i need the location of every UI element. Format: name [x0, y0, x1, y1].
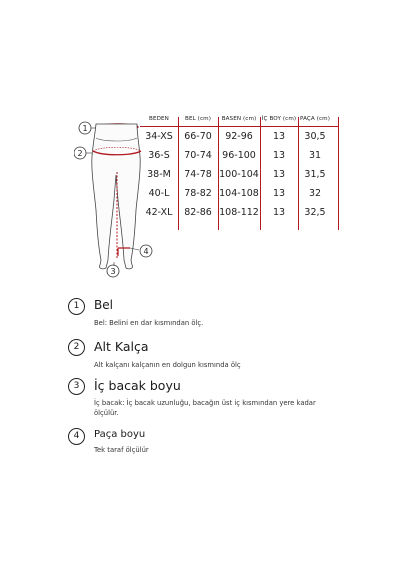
table-cell: 108-112 — [219, 207, 259, 218]
legend-title: Paça boyu — [94, 429, 146, 440]
table-cell: 78-82 — [184, 188, 212, 199]
table-row — [140, 146, 340, 165]
marker-3-label: 3 — [110, 267, 116, 276]
table-header-row — [140, 113, 340, 127]
table-cell: 30,5 — [304, 131, 326, 142]
marker-2-label: 2 — [77, 149, 83, 158]
table-cell: 82-86 — [184, 207, 212, 218]
table-cell: 13 — [272, 131, 286, 142]
table-row — [140, 203, 340, 222]
legend-number-1: 1 — [68, 298, 85, 315]
header-basen: BASEN (cm) — [221, 116, 257, 122]
table-cell: 70-74 — [184, 150, 212, 161]
header-beden: BEDEN — [149, 116, 169, 122]
body-outline — [92, 124, 140, 269]
table-cell: 31,5 — [304, 169, 326, 180]
legend-title: İç bacak boyu — [94, 378, 181, 393]
legend-description: Bel: Belini en dar kısmından ölç. — [94, 319, 204, 327]
table-cell: 32,5 — [304, 207, 326, 218]
header-ic-boy: İÇ BOY (cm) — [261, 116, 297, 122]
table-cell: 100-104 — [219, 169, 259, 180]
table-row — [140, 165, 340, 184]
legend-number-4: 4 — [68, 428, 85, 445]
legend-title: Bel — [94, 298, 113, 312]
legend-title: Alt Kalça — [94, 339, 149, 354]
legend-description: Alt kalçanı kalçanın en dolgun kısmında ölç — [94, 361, 241, 369]
legend-description: İç bacak: İç bacak uzunluğu, bacağın üst iç kısmından yere kadar ölçülür. — [94, 399, 316, 417]
legend-number-3: 3 — [68, 378, 85, 395]
table-cell: 13 — [272, 207, 286, 218]
legend-number-2: 2 — [68, 339, 85, 356]
table-cell: 104-108 — [219, 188, 259, 199]
table-cell: 31 — [308, 150, 322, 161]
table-cell: 66-70 — [184, 131, 212, 142]
table-row — [140, 184, 340, 203]
table-cell: 36-S — [148, 150, 170, 161]
table-cell: 13 — [272, 169, 286, 180]
table-cell: 13 — [272, 188, 286, 199]
table-cell: 38-M — [147, 169, 171, 180]
table-row — [140, 127, 340, 146]
table-cell: 40-L — [148, 188, 170, 199]
marker-4-label: 4 — [143, 247, 149, 256]
header-bel: BEL (cm) — [185, 116, 211, 122]
table-cell: 34-XS — [145, 131, 173, 142]
marker-1-label: 1 — [82, 124, 88, 133]
table-cell: 92-96 — [225, 131, 253, 142]
table-cell: 74-78 — [184, 169, 212, 180]
size-table — [140, 113, 340, 222]
header-paca: PAÇA (cm) — [299, 116, 331, 122]
table-cell: 32 — [308, 188, 322, 199]
table-cell: 96-100 — [222, 150, 256, 161]
table-cell: 13 — [272, 150, 286, 161]
legend-description: Tek taraf ölçülür — [94, 446, 149, 454]
table-cell: 42-XL — [145, 207, 173, 218]
